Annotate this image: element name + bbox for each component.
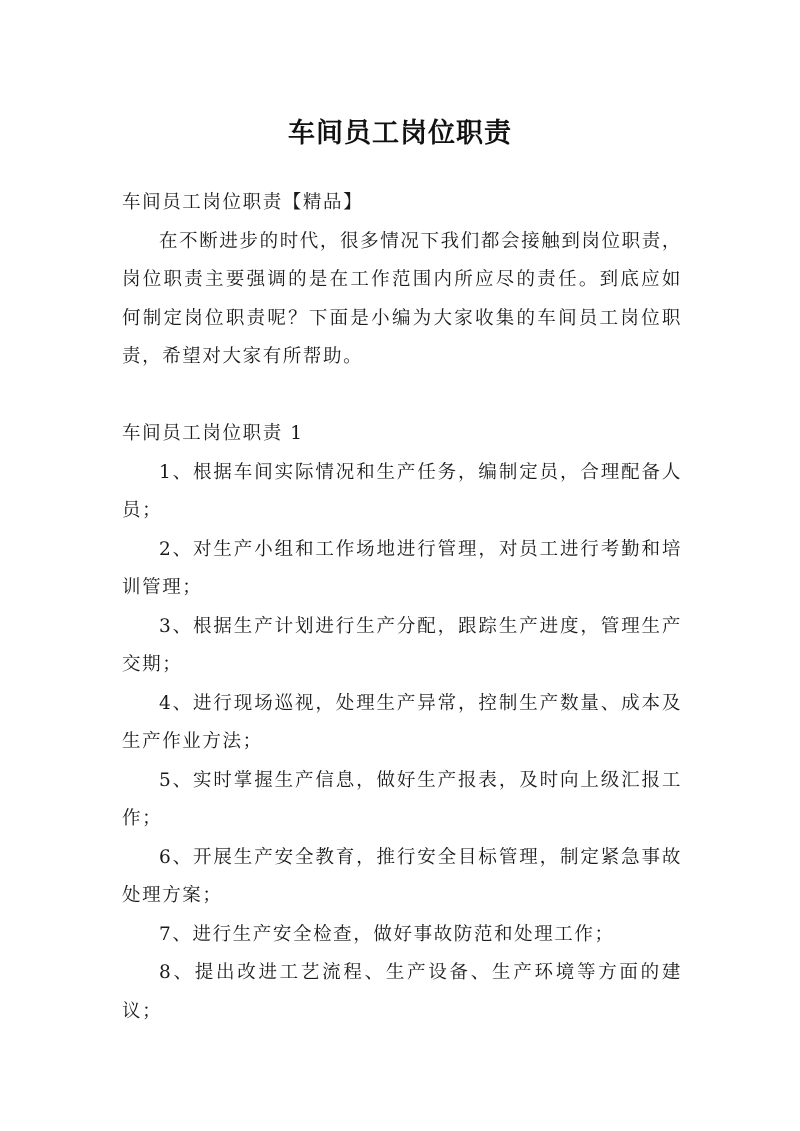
page-title: 车间员工岗位职责 <box>288 118 512 150</box>
list-item: 6、开展生产安全教育，推行安全目标管理，制定紧急事故处理方案； <box>122 846 682 906</box>
list-item: 8、提出改进工艺流程、生产设备、生产环境等方面的建议； <box>122 962 682 1022</box>
list-item: 3、根据生产计划进行生产分配，跟踪生产进度，管理生产交期； <box>122 615 682 675</box>
intro-paragraph: 在不断进步的时代，很多情况下我们都会接触到岗位职责，岗位职责主要强调的是在工作范围内所应尽的责任。到底应如何制定岗位职责呢？下面是小编为大家收集的车间员工岗位职责，希望对大家有所帮助。 <box>122 230 682 367</box>
document-body <box>122 184 682 1031</box>
list-item: 7、进行生产安全检查，做好事故防范和处理工作； <box>159 923 615 945</box>
duty-list <box>122 454 682 1032</box>
section-heading: 车间员工岗位职责 1 <box>122 423 304 444</box>
list-item: 5、实时掌握生产信息，做好生产报表，及时向上级汇报工作； <box>122 769 682 829</box>
list-item: 2、对生产小组和工作场地进行管理，对员工进行考勤和培训管理； <box>122 538 682 598</box>
list-item: 1、根据车间实际情况和生产任务，编制定员，合理配备人员； <box>122 461 682 521</box>
intro-heading: 车间员工岗位职责【精品】 <box>122 192 364 213</box>
blank-line <box>122 377 682 416</box>
list-item: 4、进行现场巡视，处理生产异常，控制生产数量、成本及生产作业方法； <box>122 692 682 752</box>
